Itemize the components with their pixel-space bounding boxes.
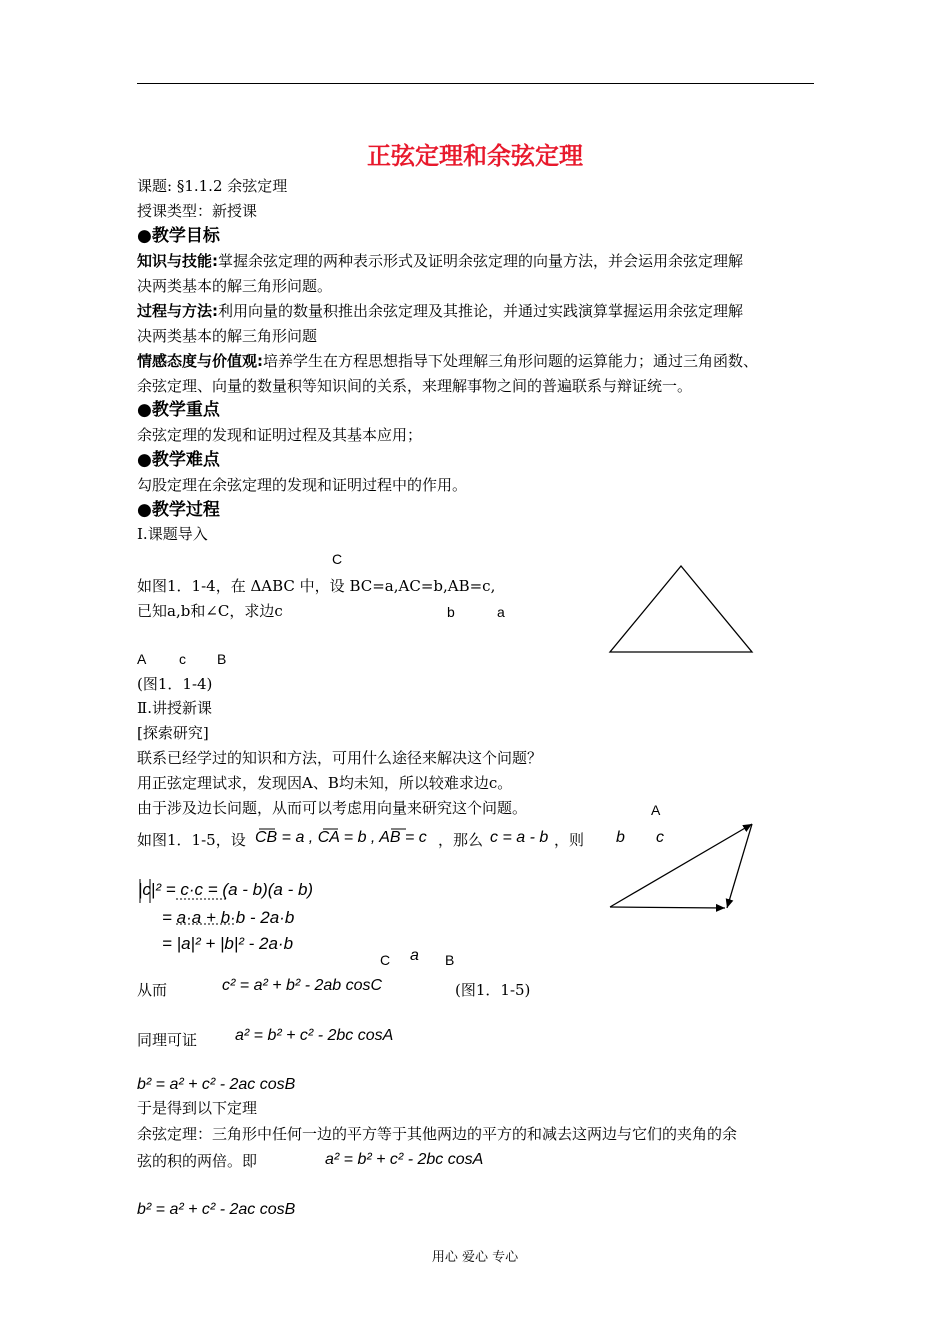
equation-line-3: = |a|² + |b|² - 2a·b — [162, 934, 294, 953]
vector-triangle-figure-1-5 — [610, 824, 752, 908]
similarly-label: 同理可证 — [137, 1031, 198, 1049]
fig15-caption: (图1．1-5) — [455, 981, 531, 999]
theorem-line1: 余弦定理：三角形中任何一边的平方等于其他两边的平方的和减去这两边与它们的夹角的余 — [137, 1125, 738, 1143]
knowledge-line2: 决两类基本的解三角形问题。 — [137, 277, 333, 295]
result-c: c² = a² + b² - 2ab cosC — [222, 977, 383, 994]
theorem-line2: 弦的积的两倍。即 — [137, 1152, 258, 1170]
fig14-line2: 已知a,b和∠C，求边c — [137, 602, 283, 620]
fig15-relation: c = a - b — [490, 829, 549, 846]
process-line2: 决两类基本的解三角形问题 — [137, 327, 318, 345]
fig14-label-A: A — [137, 651, 147, 667]
theorem-intro: 于是得到以下定理 — [137, 1099, 258, 1117]
paragraph-3: 由于涉及边长问题，从而可以考虑用向量来研究这个问题。 — [137, 799, 528, 817]
fig15-then: ，那么 — [438, 831, 484, 849]
difficulties-text: 勾股定理在余弦定理的发现和证明过程中的作用。 — [137, 476, 468, 494]
lesson-type: 授课类型：新授课 — [137, 202, 258, 220]
fig14-label-B: B — [217, 651, 227, 667]
triangle-figure-1-4 — [610, 566, 752, 652]
fig15-label-b: b — [616, 829, 625, 846]
key-points-heading: ●教学重点 — [137, 400, 220, 420]
attitude-text: 培养学生在方程思想指导下处理解三角形问题的运算能力；通过三角函数、 — [263, 352, 759, 370]
objectives-heading: ●教学目标 — [137, 226, 220, 246]
page-title: 正弦定理和余弦定理 — [367, 142, 583, 170]
fig15-label-c: c — [656, 829, 664, 846]
key-points-text: 余弦定理的发现和证明过程及其基本应用； — [137, 426, 423, 444]
vector-a-arrow — [610, 907, 725, 908]
vector-overbars — [140, 829, 406, 924]
theorem-b: b² = a² + c² - 2ac cosB — [137, 1201, 296, 1218]
knowledge-text: 掌握余弦定理的两种表示形式及证明余弦定理的向量方法，并会运用余弦定理解 — [218, 252, 744, 270]
result-b: b² = a² + c² - 2ac cosB — [137, 1076, 296, 1093]
fig15-label-a: a — [410, 947, 419, 964]
fig15-vars: CB = a , CA = b , AB = c — [255, 829, 427, 846]
therefore-label: 从而 — [137, 981, 168, 999]
process-text: 利用向量的数量积推出余弦定理及其推论，并通过实践演算掌握运用余弦定理解 — [218, 302, 744, 320]
page-footer: 用心 爱心 专心 — [431, 1250, 519, 1265]
fig14-line1: 如图1．1-4，在 ΔABC 中，设 BC=a,AC=b,AB=c, — [137, 577, 496, 595]
equation-line-2: = a·a + b·b - 2a·b — [162, 908, 295, 927]
attitude-line2: 余弦定理、向量的数量积等知识间的关系，来理解事物之间的普遍联系与辩证统一。 — [137, 377, 693, 395]
fig14-caption: (图1．1-4) — [137, 675, 213, 693]
fig14-label-c: c — [179, 651, 186, 667]
process-heading: ●教学过程 — [137, 500, 220, 520]
process-label: 过程与方法: — [137, 302, 218, 320]
knowledge-label: 知识与技能: — [137, 252, 218, 270]
result-a: a² = b² + c² - 2bc cosA — [235, 1027, 394, 1044]
fig15-label-A: A — [651, 802, 661, 818]
explore-label: [探索研究] — [137, 724, 209, 742]
intro-heading: Ⅰ.课题导入 — [137, 525, 208, 543]
theorem-a: a² = b² + c² - 2bc cosA — [325, 1151, 484, 1168]
fig15-label-C: C — [380, 952, 391, 968]
fig15-intro: 如图1．1-5，设 — [137, 831, 246, 849]
paragraph-1: 联系已经学过的知识和方法，可用什么途径来解决这个问题？ — [137, 749, 543, 767]
fig14-label-C: C — [332, 551, 343, 567]
difficulties-heading: ●教学难点 — [137, 450, 220, 470]
fig14-label-a: a — [497, 604, 505, 620]
new-lesson-heading: Ⅱ.讲授新课 — [137, 699, 212, 717]
paragraph-2: 用正弦定理试求，发现因A、B均未知，所以较难求边c。 — [137, 774, 513, 792]
lesson-topic: 课题: §1.1.2 余弦定理 — [137, 177, 288, 195]
equation-line-1: |c|² = c·c = (a - b)(a - b) — [138, 880, 314, 899]
fig15-then2: ，则 — [554, 831, 585, 849]
attitude-label: 情感态度与价值观: — [137, 352, 263, 370]
fig15-label-B: B — [445, 952, 455, 968]
fig14-label-b: b — [447, 604, 455, 620]
